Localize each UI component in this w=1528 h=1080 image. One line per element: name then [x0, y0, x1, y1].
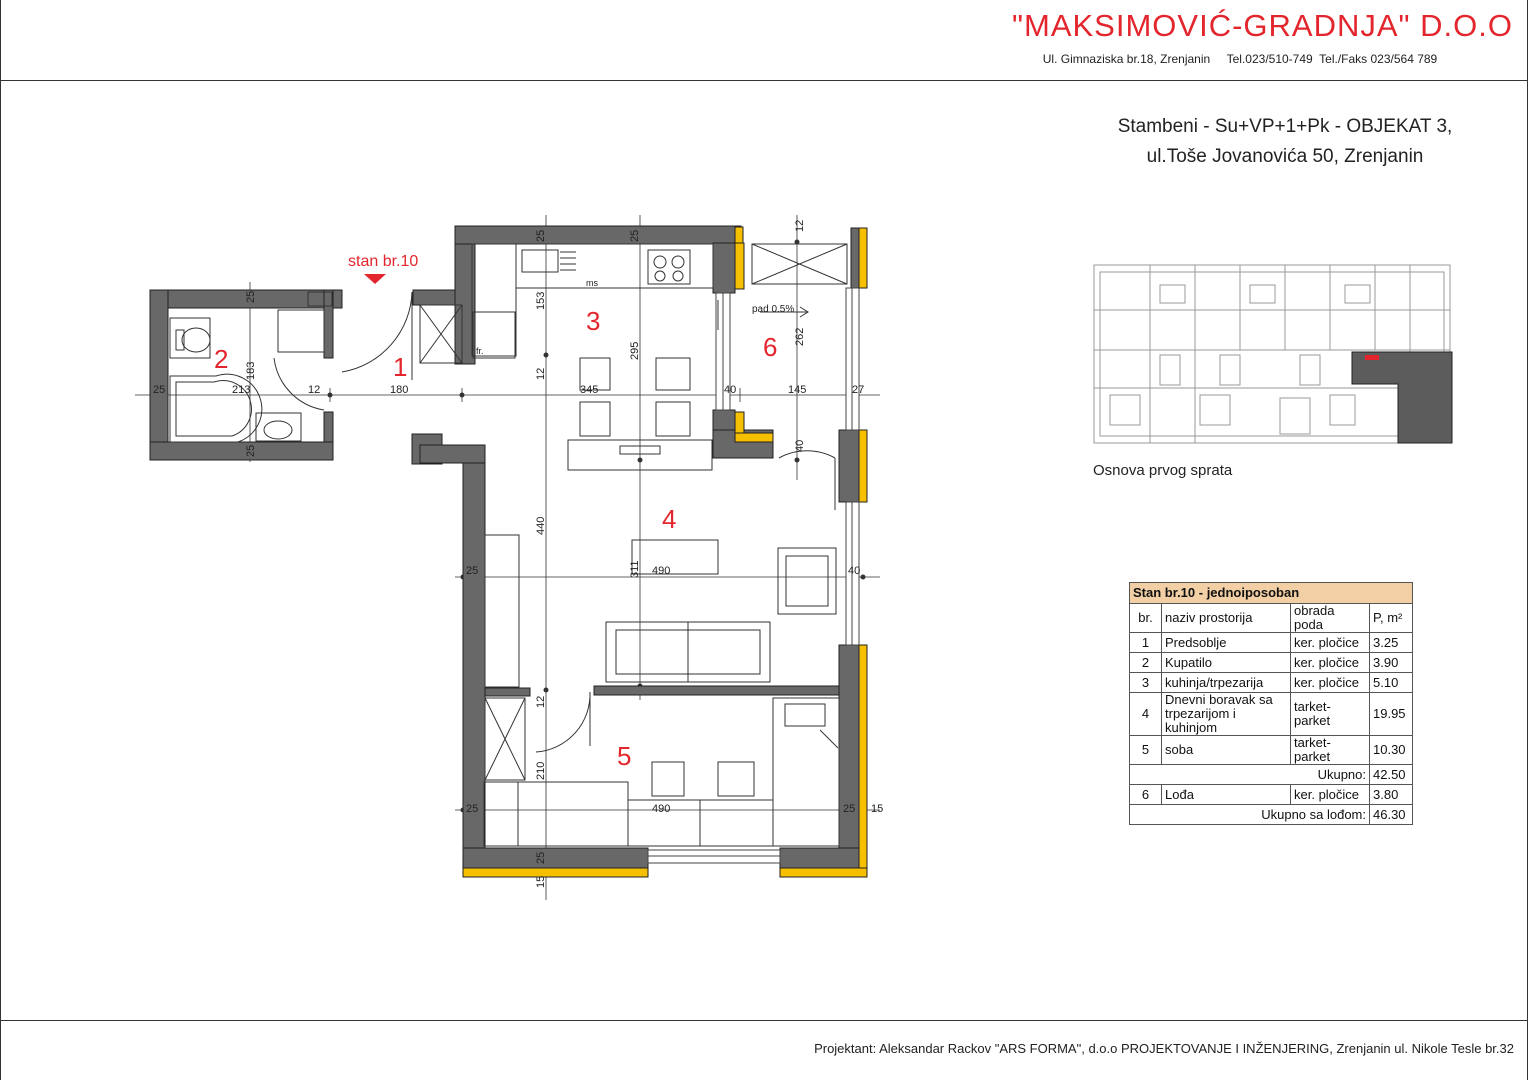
dim-label: 490 — [652, 803, 671, 815]
dishwasher-label: ms — [586, 278, 598, 288]
table-row — [1130, 673, 1413, 693]
table-row — [1130, 693, 1413, 736]
room-number-6: 6 — [763, 332, 778, 362]
dim-label: 25 — [535, 229, 547, 242]
row-area: 5.10 — [1370, 673, 1413, 693]
fridge-label: fr. — [476, 346, 484, 356]
subtotal-value: 42.50 — [1370, 765, 1413, 785]
dim-label: 311 — [629, 560, 641, 578]
dim-label: 25 — [466, 803, 479, 815]
row-area: 10.30 — [1370, 736, 1413, 765]
row-floor: tarket-parket — [1291, 736, 1370, 765]
subtotal-label: Ukupno: — [1130, 765, 1370, 785]
header-area: P, m² — [1370, 604, 1413, 633]
total-row — [1130, 805, 1413, 825]
dim-label: 12 — [794, 219, 806, 232]
table-header-row — [1130, 604, 1413, 633]
table-title-row — [1130, 583, 1413, 604]
company-name: "MAKSIMOVIĆ-GRADNJA" D.O.O — [1012, 8, 1513, 43]
dim-label: 183 — [245, 361, 257, 380]
table-row — [1130, 653, 1413, 673]
table-row — [1130, 785, 1413, 805]
dim-label: 25 — [245, 444, 257, 457]
dim-label: 25 — [466, 565, 479, 577]
header-name: naziv prostorija — [1162, 604, 1291, 633]
dim-label: 490 — [652, 565, 671, 577]
row-no: 6 — [1130, 785, 1162, 805]
row-name — [1162, 693, 1291, 736]
total-label: Ukupno sa lođom: — [1130, 805, 1370, 825]
dim-label: 180 — [390, 384, 409, 396]
dim-label: 440 — [535, 516, 547, 535]
header-floor: obrada poda — [1291, 604, 1370, 633]
row-floor: tarket-parket — [1291, 693, 1370, 736]
area-table — [1129, 582, 1413, 825]
row-area: 3.25 — [1370, 633, 1413, 653]
apartment-label: stan br.10 — [348, 253, 419, 270]
room-number-1: 1 — [393, 352, 408, 382]
project-title: Stambeni - Su+VP+1+Pk - OBJEKAT 3, — [1117, 116, 1453, 137]
locator-caption: Osnova prvog sprata — [1093, 462, 1233, 479]
dim-label: 25 — [843, 803, 856, 815]
table-row — [1130, 633, 1413, 653]
dim-label: 27 — [852, 384, 865, 396]
dim-label: 262 — [794, 327, 806, 346]
subtotal-row — [1130, 765, 1413, 785]
row-name: Kupatilo — [1162, 653, 1291, 673]
table-title: Stan br.10 - jednoiposoban — [1130, 583, 1413, 604]
row-floor: ker. pločice — [1291, 673, 1370, 693]
header-no: br. — [1130, 604, 1162, 633]
row-name-line1: Dnevni boravak sa — [1165, 692, 1273, 707]
row-floor: ker. pločice — [1291, 633, 1370, 653]
room-number-2: 2 — [214, 344, 229, 374]
row-no: 4 — [1130, 693, 1162, 736]
dim-label: 15 — [871, 803, 884, 815]
row-name: Lođa — [1162, 785, 1291, 805]
row-area: 3.90 — [1370, 653, 1413, 673]
row-floor: ker. pločice — [1291, 785, 1370, 805]
dim-label: 40 — [724, 384, 737, 396]
row-no: 2 — [1130, 653, 1162, 673]
dim-label: 40 — [848, 565, 861, 577]
dim-label: 345 — [580, 384, 599, 396]
room-number-5: 5 — [617, 741, 632, 771]
dim-label: 295 — [629, 341, 641, 360]
room-number-3: 3 — [586, 306, 601, 336]
row-no: 1 — [1130, 633, 1162, 653]
dim-label: 153 — [535, 291, 547, 310]
company-address: Ul. Gimnaziska br.18, Zrenjanin Tel.023/510-749 Tel./Faks 023/564 789 — [1042, 52, 1438, 66]
row-no: 5 — [1130, 736, 1162, 765]
total-value: 46.30 — [1370, 805, 1413, 825]
dim-label: 12 — [535, 367, 547, 380]
dim-label: 210 — [535, 761, 547, 780]
table-row — [1130, 736, 1413, 765]
designer-credit: Projektant: Aleksandar Rackov "ARS FORMA", d.o.o PROJEKTOVANJE I INŽENJERING, Zrenjanin ul. Nikole Tesle br.32 — [814, 1041, 1514, 1056]
row-no: 3 — [1130, 673, 1162, 693]
row-name: soba — [1162, 736, 1291, 765]
dim-label: 213 — [232, 384, 251, 396]
dim-label: 25 — [245, 290, 257, 303]
row-area: 19.95 — [1370, 693, 1413, 736]
row-name-line2: trpezarijom i kuhinjom — [1165, 706, 1236, 735]
dim-label: 25 — [629, 229, 641, 242]
dim-label: 40 — [794, 439, 806, 452]
row-floor: ker. pločice — [1291, 653, 1370, 673]
dim-label: 145 — [788, 384, 807, 396]
dim-label: 12 — [535, 695, 547, 708]
dim-label: 25 — [535, 851, 547, 864]
row-name: kuhinja/trpezarija — [1162, 673, 1291, 693]
row-area: 3.80 — [1370, 785, 1413, 805]
dim-label: 15 — [535, 875, 547, 888]
footer-divider — [0, 1020, 1528, 1021]
room-number-4: 4 — [662, 504, 677, 534]
row-name: Predsoblje — [1162, 633, 1291, 653]
project-address: ul.Toše Jovanovića 50, Zrenjanin — [1146, 146, 1424, 167]
dim-label: 12 — [308, 384, 321, 396]
dim-label: 25 — [153, 384, 166, 396]
slope-label: pad 0.5% — [752, 304, 795, 315]
